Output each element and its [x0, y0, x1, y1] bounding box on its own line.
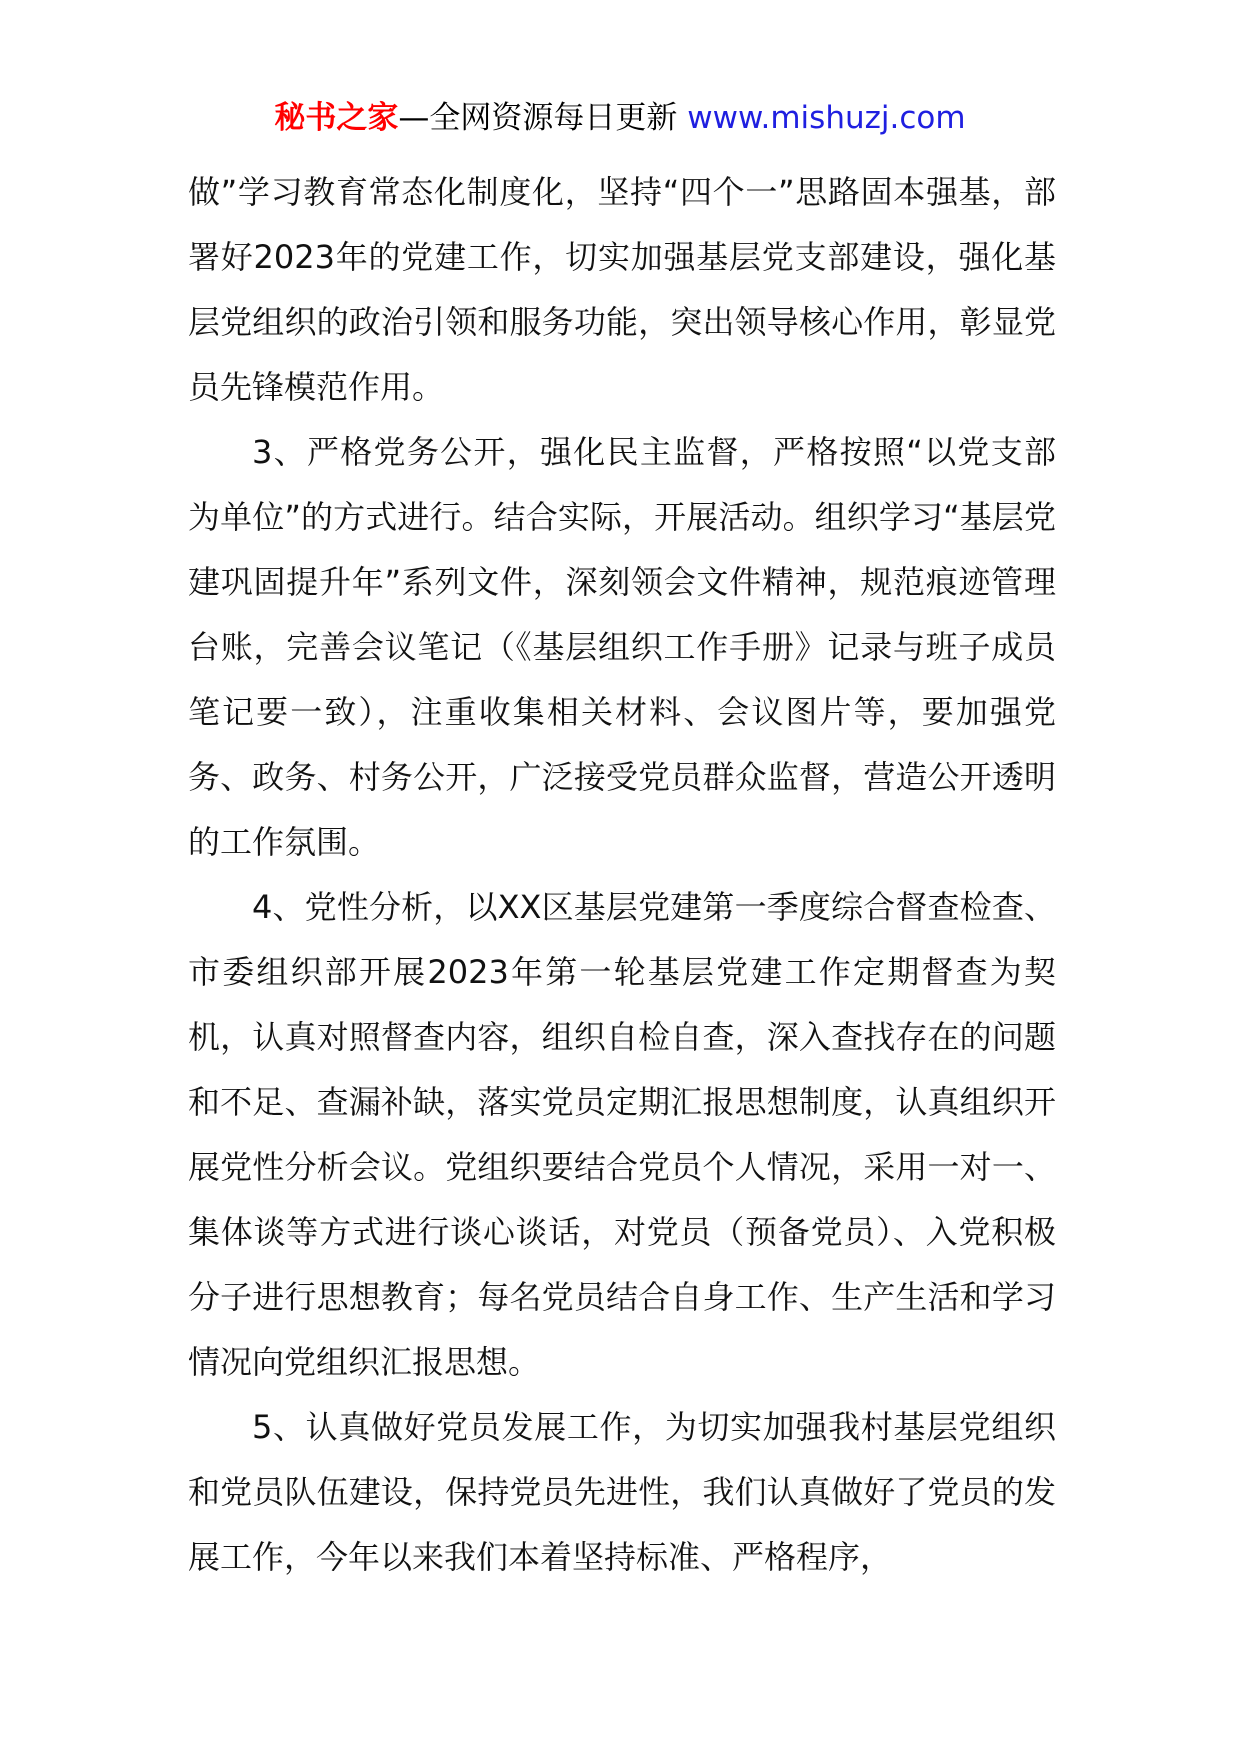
paragraph-item-4: 4、党性分析，以XX区基层党建第一季度综合督查检查、市委组织部开展2023年第一轮基层党建工作定期督查为契机，认真对照督查内容，组织自检自查，深入查找存在的问题和不足、查漏补缺，落实党员定期汇报思想制度，认真组织开展党性分析会议。党组织要结合党员个人情况，采用一对一、集体谈等方式进行谈心谈话，对党员（预备党员）、入党积极分子进行思想教育；每名党员结合自身工作、生产生活和学习情况向党组织汇报思想。	[188, 888, 1056, 1381]
page-header	[0, 98, 1240, 138]
header-url-link[interactable]: www.mishuzj.com	[687, 100, 966, 136]
paragraph-continuation: 做”学习教育常态化制度化，坚持“四个一”思路固本强基，部署好2023年的党建工作，切实加强基层党支部建设，强化基层党组织的政治引领和服务功能，突出领导核心作用，彰显党员先锋模范作用。	[188, 173, 1056, 406]
header-brand: 秘书之家	[274, 100, 399, 136]
document-body	[188, 160, 1056, 1590]
paragraph-item-3: 3、严格党务公开，强化民主监督，严格按照“以党支部为单位”的方式进行。结合实际，开展活动。组织学习“基层党建巩固提升年”系列文件，深刻领会文件精神，规范痕迹管理台账，完善会议笔记（《基层组织工作手册》记录与班子成员笔记要一致），注重收集相关材料、会议图片等，要加强党务、政务、村务公开，广泛接受党员群众监督，营造公开透明的工作氛围。	[188, 433, 1056, 861]
paragraph-item-5: 5、认真做好党员发展工作，为切实加强我村基层党组织和党员队伍建设，保持党员先进性，我们认真做好了党员的发展工作，今年以来我们本着坚持标准、严格程序，	[188, 1408, 1056, 1576]
header-tagline: —全网资源每日更新	[398, 100, 688, 136]
